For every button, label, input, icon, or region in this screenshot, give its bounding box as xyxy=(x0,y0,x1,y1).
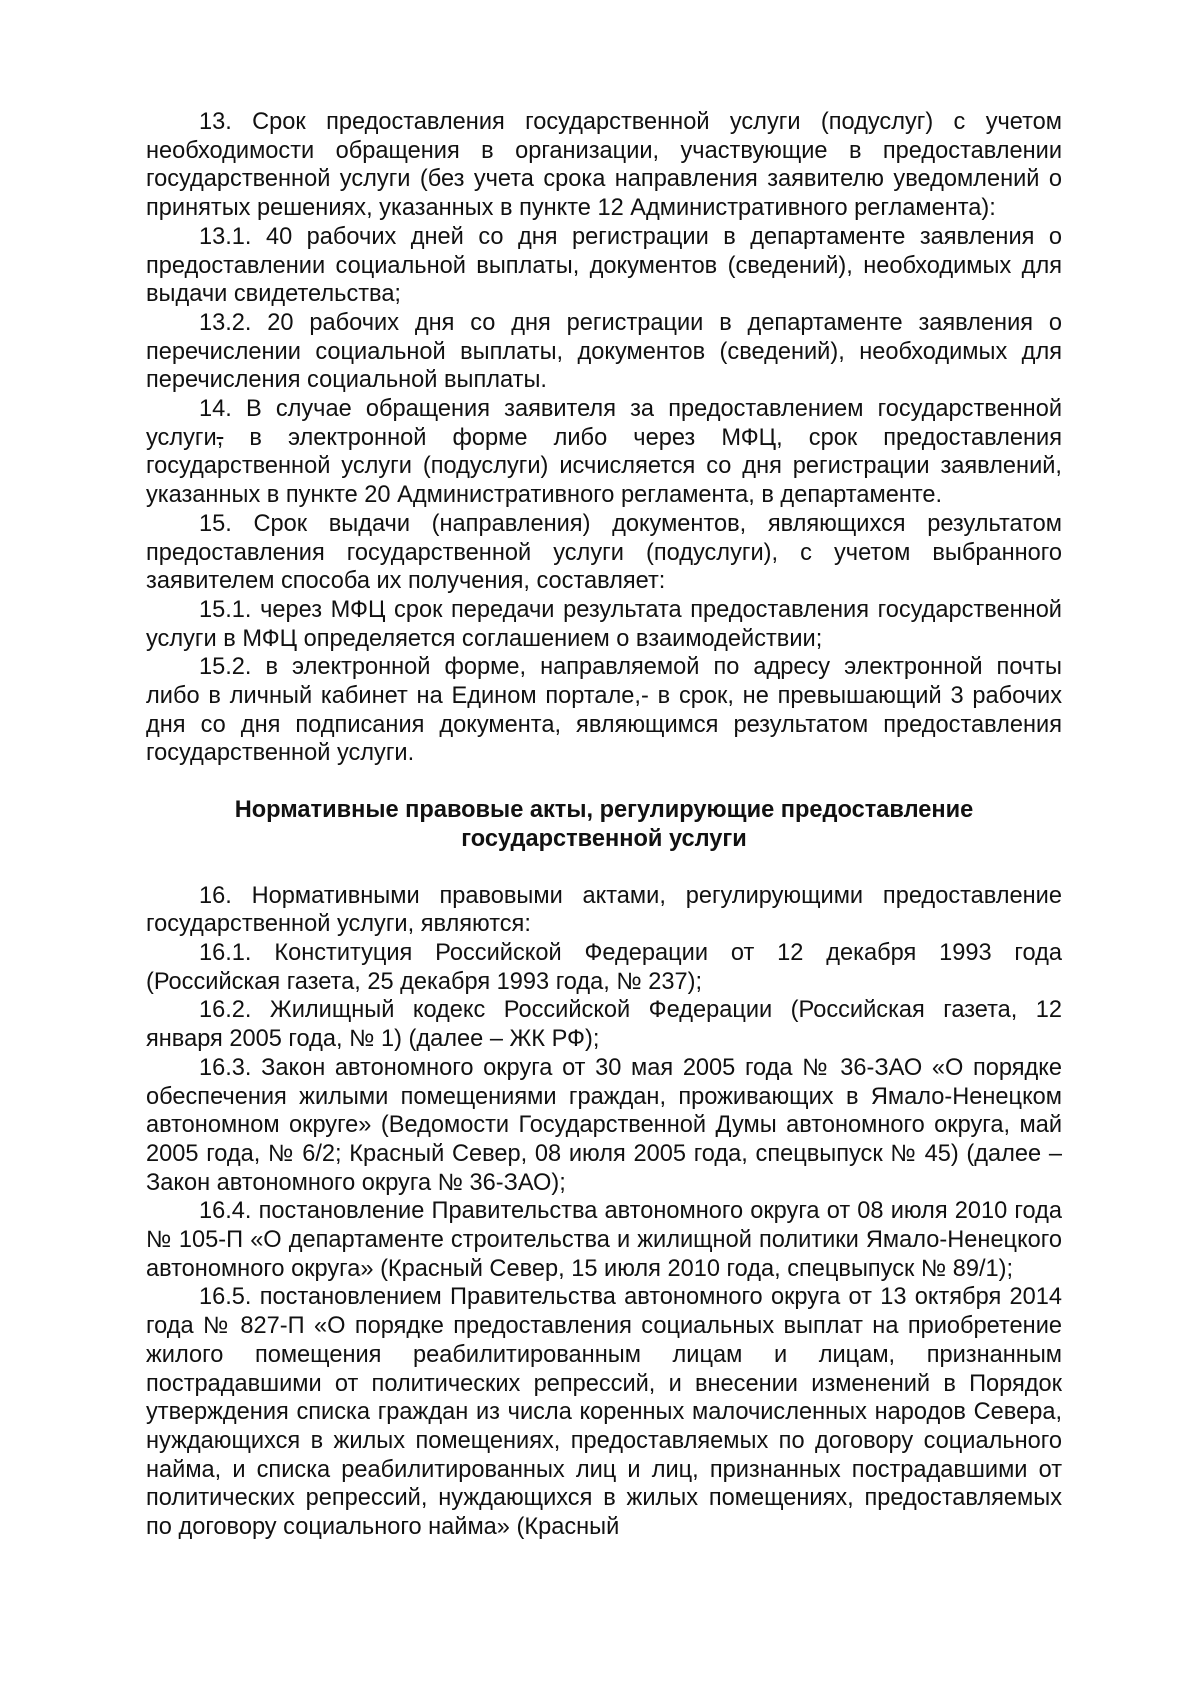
paragraph-14-text-after: в электронной форме либо через МФЦ, срок предоставления государственной услуги (подуслуги) исчисляется со дня регистрации заявлений, указанных в пункте 20 Административного регламента, в департаменте. xyxy=(146,424,1062,509)
paragraph-13-2: 13.2. 20 рабочих дня со дня регистрации в департаменте заявления о перечислении социальной выплаты, документов (сведений), необходимых для перечисления социальной выплаты. xyxy=(146,309,1062,394)
paragraph-16-4: 16.4. постановление Правительства автономного округа от 08 июля 2010 года № 105-П «О департаменте строительства и жилищной политики Ямало-Ненецкого автономного округа» (Красный Север, 15 июля 2010 года, спецвыпуск № 89/1); xyxy=(146,1198,1062,1282)
section-heading-line-2: государственной услуги xyxy=(461,825,747,852)
paragraph-14-text-before: 14. В случае обращения заявителя за предоставлением государственной услуги xyxy=(146,396,1062,451)
paragraph-13: 13. Срок предоставления государственной услуги (подуслуг) с учетом необходимости обращения в организации, участвующие в предоставлении государственной услуги (без учета срока направления заявителю уведомлений о принятых решениях, указанных в пункте 12 Административного регламента): xyxy=(146,109,1062,222)
paragraph-15: 15. Срок выдачи (направления) документов, являющихся результатом предоставления государственной услуги (подуслуги), с учетом выбранного заявителем способа их получения, составляет: xyxy=(146,510,1062,595)
paragraph-16-1: 16.1. Конституция Российской Федерации от 12 декабря 1993 года (Российская газета, 25 декабря 1993 года, № 237); xyxy=(146,939,1062,995)
section-heading-line-1: Нормативные правовые акты, регулирующие предоставление xyxy=(234,797,974,824)
struck-comma: , xyxy=(216,424,224,451)
paragraph-16: 16. Нормативными правовыми актами, регулирующими предоставление государственной услуги, являются: xyxy=(146,882,1062,938)
paragraph-16-5: 16.5. постановлением Правительства автономного округа от 13 октября 2014 года № 827-П «О порядке предоставления социальных выплат на приобретение жилого помещения реабилитированным лицам и лицам, признанным пострадавшими от политических репрессий, и внесении изменений в Порядок утверждения списка граждан из числа коренных малочисленных народов Севера, нуждающихся в жилых помещениях, предоставляемых по договору социального найма, и списка реабилитированных лиц и лиц, признанных пострадавшими от политических репрессий, нуждающихся в жилых помещениях, предоставляемых по договору социального найма» (Красный xyxy=(146,1284,1062,1541)
paragraph-16-3: 16.3. Закон автономного округа от 30 мая 2005 года № 36-ЗАО «О порядке обеспечения жилыми помещениями граждан, проживающих в Ямало-Ненецком автономном округе» (Ведомости Государственной Думы автономного округа, май 2005 года, № 6/2; Красный Север, 08 июля 2005 года, спецвыпуск № 45) (далее – Закон автономного округа № 36-ЗАО); xyxy=(146,1054,1062,1196)
document-page xyxy=(146,108,1062,1542)
paragraph-14 xyxy=(146,395,1062,510)
paragraph-15-1: 15.1. через МФЦ срок передачи результата предоставления государственной услуги в МФЦ определяется соглашением о взаимодействии; xyxy=(146,596,1062,652)
paragraph-15-2: 15.2. в электронной форме, направляемой по адресу электронной почты либо в личный кабинет на Едином портале,- в срок, не превышающий 3 рабочих дня со дня подписания документа, являющимся результатом предоставления государственной услуги. xyxy=(146,654,1062,767)
section-heading xyxy=(146,796,1062,853)
paragraph-16-2: 16.2. Жилищный кодекс Российской Федерации (Российская газета, 12 января 2005 года, № 1) (далее – ЖК РФ); xyxy=(146,997,1062,1053)
paragraph-13-1: 13.1. 40 рабочих дней со дня регистрации в департаменте заявления о предоставлении социальной выплаты, документов (сведений), необходимых для выдачи свидетельства; xyxy=(146,223,1062,308)
